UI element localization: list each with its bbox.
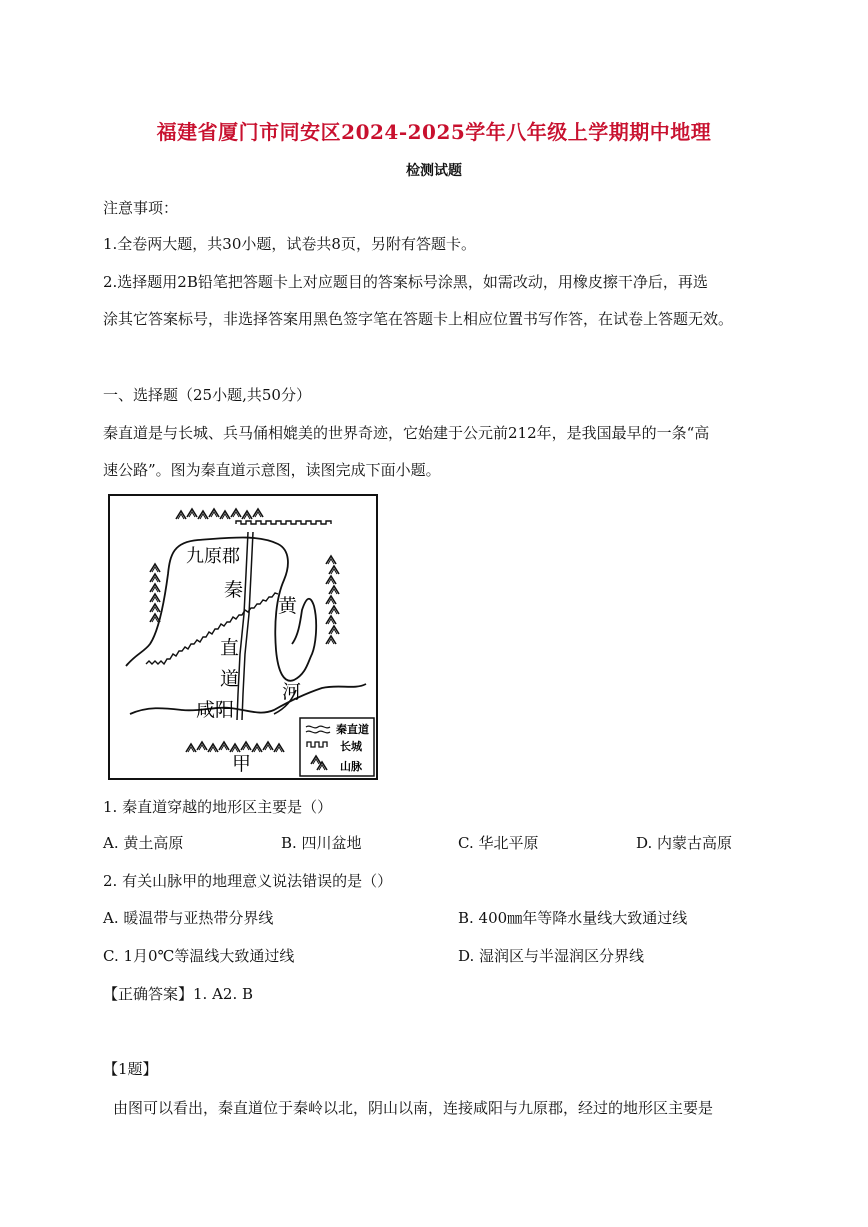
label-jiuyuan: 九原郡 xyxy=(186,546,240,566)
notes-item-1: 1.全卷两大题，共30小题，试卷共8页，另附有答题卡。 xyxy=(103,235,476,253)
section-intro-line-1: 秦直道是与长城、兵马俑相媲美的世界奇迹，它始建于公元前212年，是我国最早的一条“高 xyxy=(103,424,710,442)
question-2-stem: 2. 有关山脉甲的地理意义说法错误的是（） xyxy=(103,872,393,890)
label-qin: 秦 xyxy=(224,580,244,601)
label-dao: 道 xyxy=(220,669,240,690)
question-1-option-c: C. 华北平原 xyxy=(458,834,539,852)
legend-mountain-label: 山脉 xyxy=(340,761,362,773)
question-1-option-a: A. 黄土高原 xyxy=(103,834,184,852)
label-zhi: 直 xyxy=(220,638,240,659)
label-huang: 黄 xyxy=(278,596,298,617)
legend-wall-label: 长城 xyxy=(340,741,362,753)
qin-road-map xyxy=(108,494,378,780)
section-heading: 一、选择题（25小题,共50分） xyxy=(103,386,311,404)
question-2-option-b: B. 400㎜年等降水量线大致通过线 xyxy=(458,909,688,927)
page-subtitle: 检测试题 xyxy=(406,163,462,179)
page-title: 福建省厦门市同安区2024-2025学年八年级上学期期中地理 xyxy=(156,120,712,144)
question-1-stem: 1. 秦直道穿越的地形区主要是（） xyxy=(103,798,333,816)
legend-road-label: 秦直道 xyxy=(336,724,369,736)
label-xianyang: 咸阳 xyxy=(196,700,235,721)
notes-item-2-line-2: 涂其它答案标号，非选择答案用黑色签字笔在答题卡上相应位置书写作答，在试卷上答题无效。 xyxy=(103,310,734,328)
question-2-option-c: C. 1月0℃等温线大致通过线 xyxy=(103,947,295,965)
question-2-option-d: D. 湿润区与半湿润区分界线 xyxy=(458,947,645,965)
section-intro-line-2: 速公路”。图为秦直道示意图，读图完成下面小题。 xyxy=(103,461,441,479)
answer-line: 【正确答案】1. A2. B xyxy=(103,985,254,1003)
label-jia: 甲 xyxy=(232,754,252,775)
question-1-option-d: D. 内蒙古高原 xyxy=(636,834,733,852)
explanation-tag: 【1题】 xyxy=(103,1060,158,1078)
question-1-option-b: B. 四川盆地 xyxy=(281,834,362,852)
notes-item-2-line-1: 2.选择题用2B铅笔把答题卡上对应题目的答案标号涂黑，如需改动，用橡皮擦干净后，再选 xyxy=(103,273,708,291)
question-2-option-a: A. 暖温带与亚热带分界线 xyxy=(103,909,274,927)
notes-heading: 注意事项： xyxy=(103,199,179,217)
label-he: 河 xyxy=(282,682,302,703)
explanation-line-1: 由图可以看出，秦直道位于秦岭以北，阴山以南，连接咸阳与九原郡，经过的地形区主要是 xyxy=(113,1099,714,1117)
